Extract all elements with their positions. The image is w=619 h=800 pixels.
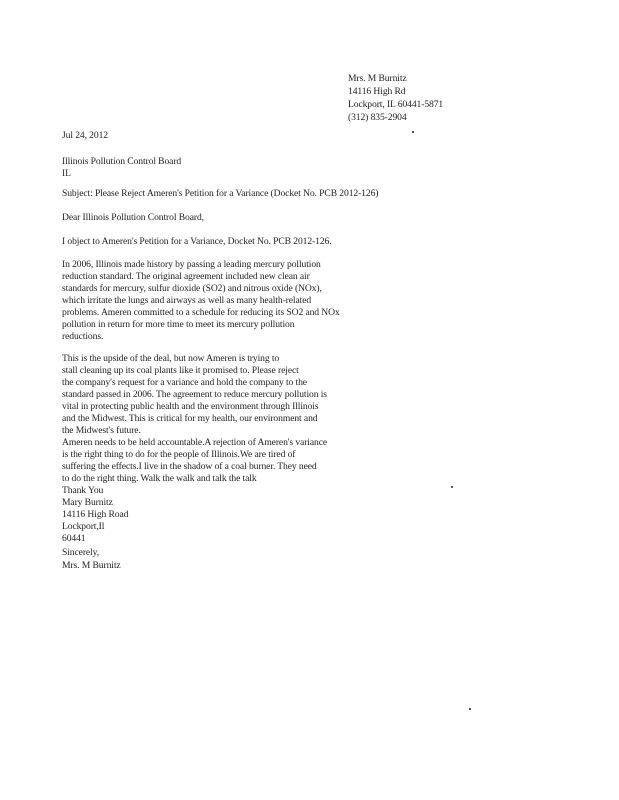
paragraph1-line: reduction standard. The original agreement included new clean air xyxy=(62,271,310,282)
paragraph2-line: Ameren needs to be held accountable.A rejection of Ameren's variance xyxy=(62,437,328,448)
paragraph2-line: 60441 xyxy=(62,533,86,544)
paragraph2-line: the Midwest's future. xyxy=(62,425,141,436)
scan-speck xyxy=(469,708,471,710)
paragraph1-line: problems. Ameren committed to a schedule for reducing its SO2 and NOx xyxy=(62,307,340,318)
paragraph2-line: Mary Burnitz xyxy=(62,497,113,508)
paragraph2-line: vital in protecting public health and the environment through Illinois xyxy=(62,401,319,412)
paragraph2-line: Lockport,Il xyxy=(62,521,105,532)
paragraph1-line: which irritate the lungs and airways as well as many health-related xyxy=(62,295,312,306)
letter-subject: Subject: Please Reject Ameren's Petition for a Variance (Docket No. PCB 2012-126) xyxy=(62,188,379,199)
paragraph2-line: to do the right thing. Walk the walk and talk the talk xyxy=(62,473,257,484)
paragraph2-line: and the Midwest. This is critical for my health, our environment and xyxy=(62,413,318,424)
sender-city: Lockport, IL 60441-5871 xyxy=(348,99,444,110)
recipient-name: Illinois Pollution Control Board xyxy=(62,156,182,167)
signature: Mrs. M Burnitz xyxy=(62,560,121,571)
paragraph2-line: Thank You xyxy=(62,485,104,496)
closing: Sincerely, xyxy=(62,547,100,558)
letter-date: Jul 24, 2012 xyxy=(62,130,108,141)
scan-speck xyxy=(412,131,414,133)
recipient-state: IL xyxy=(62,168,71,179)
salutation: Dear Illinois Pollution Control Board, xyxy=(62,212,204,223)
sender-street: 14116 High Rd xyxy=(348,86,406,97)
paragraph1-line: In 2006, Illinois made history by passing a leading mercury pollution xyxy=(62,259,321,270)
paragraph2-line: This is the upside of the deal, but now Ameren is trying to xyxy=(62,353,280,364)
paragraph2-line: standard passed in 2006. The agreement to reduce mercury pollution is xyxy=(62,389,327,400)
paragraph1-line: standards for mercury, sulfur dioxide (SO2) and nitrous oxide (NOx), xyxy=(62,283,322,294)
sender-name: Mrs. M Burnitz xyxy=(348,73,407,84)
paragraph2-line: 14116 High Road xyxy=(62,509,129,520)
paragraph2-line: stall cleaning up its coal plants like it promised to. Please reject xyxy=(62,365,299,376)
paragraph2-line: is the right thing to do for the people of Illinois.We are tired of xyxy=(62,449,296,460)
paragraph1-line: pollution in return for more time to meet its mercury pollution xyxy=(62,319,295,330)
scan-speck xyxy=(451,486,453,488)
paragraph2-line: suffering the effects.I live in the shadow of a coal burner. They need xyxy=(62,461,317,472)
sender-phone: (312) 835-2904 xyxy=(348,112,407,123)
paragraph2-line: the company's request for a variance and hold the company to the xyxy=(62,377,307,388)
opening-sentence: I object to Ameren's Petition for a Variance, Docket No. PCB 2012-126. xyxy=(62,236,332,247)
paragraph1-line: reductions. xyxy=(62,331,104,342)
